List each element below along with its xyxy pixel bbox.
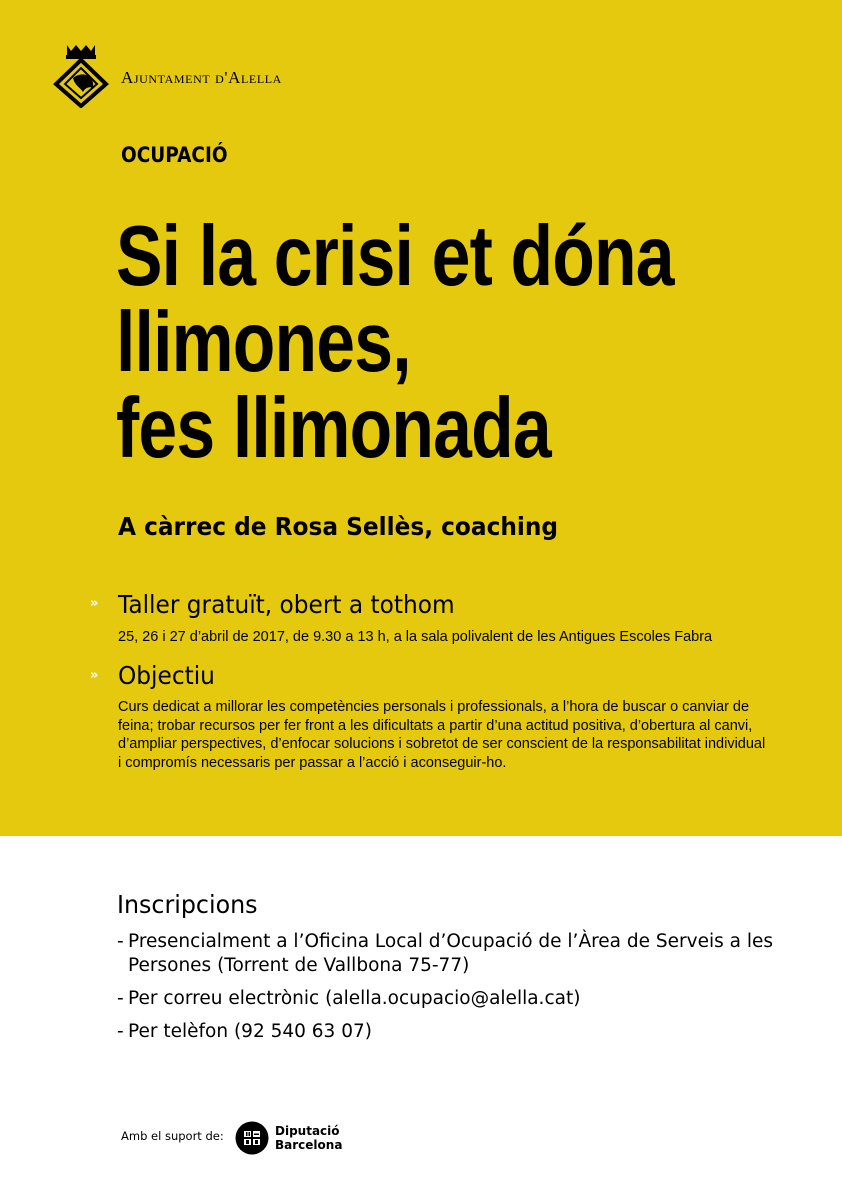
section-heading-workshop: Taller gratuït, obert a tothom — [118, 590, 455, 619]
list-item — [117, 930, 777, 978]
speaker-subtitle: A càrrec de Rosa Sellès, coaching — [118, 512, 559, 541]
page-title — [116, 209, 706, 476]
list-dash: - — [117, 1021, 124, 1042]
category-label: OCUPACIÓ — [121, 143, 228, 167]
inscription-phone: Per telèfon (92 540 63 07) — [128, 1021, 372, 1042]
inscriptions-list — [117, 930, 777, 1053]
list-dash: - — [117, 931, 124, 952]
organization-name — [121, 68, 282, 88]
list-item — [117, 987, 777, 1011]
inscriptions-title: Inscripcions — [117, 890, 258, 919]
section-text-objective: Curs dedicat a millorar les competències personals i professionals, a l’hora de buscar o canviar de feina; trobar recursos per fer front a les dificultats a partir d’una actitud positiva, d’obertura al canvi, d’ampliar perspectives, d’enfocar solucions i sobretot de ser conscient de la responsabilitat individual i compromís necessaris per passar a l’acció i aconseguir-ho. — [118, 699, 766, 771]
title-line-3: fes llimonada — [116, 381, 551, 476]
inscription-email: Per correu electrònic (alella.ocupacio@alella.cat) — [128, 988, 581, 1009]
inscription-in-person: Presencialment a l’Oficina Local d’Ocupació de l’Àrea de Serveis a les Persones (Torrent de Vallbona 75-77) — [128, 931, 773, 976]
sponsor-name — [275, 1124, 342, 1152]
double-chevron-right-icon: » — [90, 668, 96, 683]
sponsor-name-line-1: Diputació — [275, 1124, 340, 1138]
list-item — [117, 1020, 777, 1044]
double-chevron-right-icon: » — [90, 596, 96, 611]
list-dash: - — [117, 988, 124, 1009]
alella-crest-logo — [53, 42, 109, 108]
title-line-2: llimones, — [116, 295, 411, 390]
sponsor-name-line-2: Barcelona — [275, 1138, 343, 1152]
diputacio-barcelona-logo — [235, 1121, 269, 1155]
section-text-workshop: 25, 26 i 27 d’abril de 2017, de 9.30 a 13 h, a la sala polivalent de les Antigues Escoles Fabra — [118, 629, 713, 645]
organization-name-text: Ajuntament d'Alella — [121, 68, 282, 87]
support-label: Amb el suport de: — [121, 1129, 224, 1143]
title-line-1: Si la crisi et dóna — [116, 209, 674, 304]
section-heading-objective: Objectiu — [118, 661, 215, 690]
